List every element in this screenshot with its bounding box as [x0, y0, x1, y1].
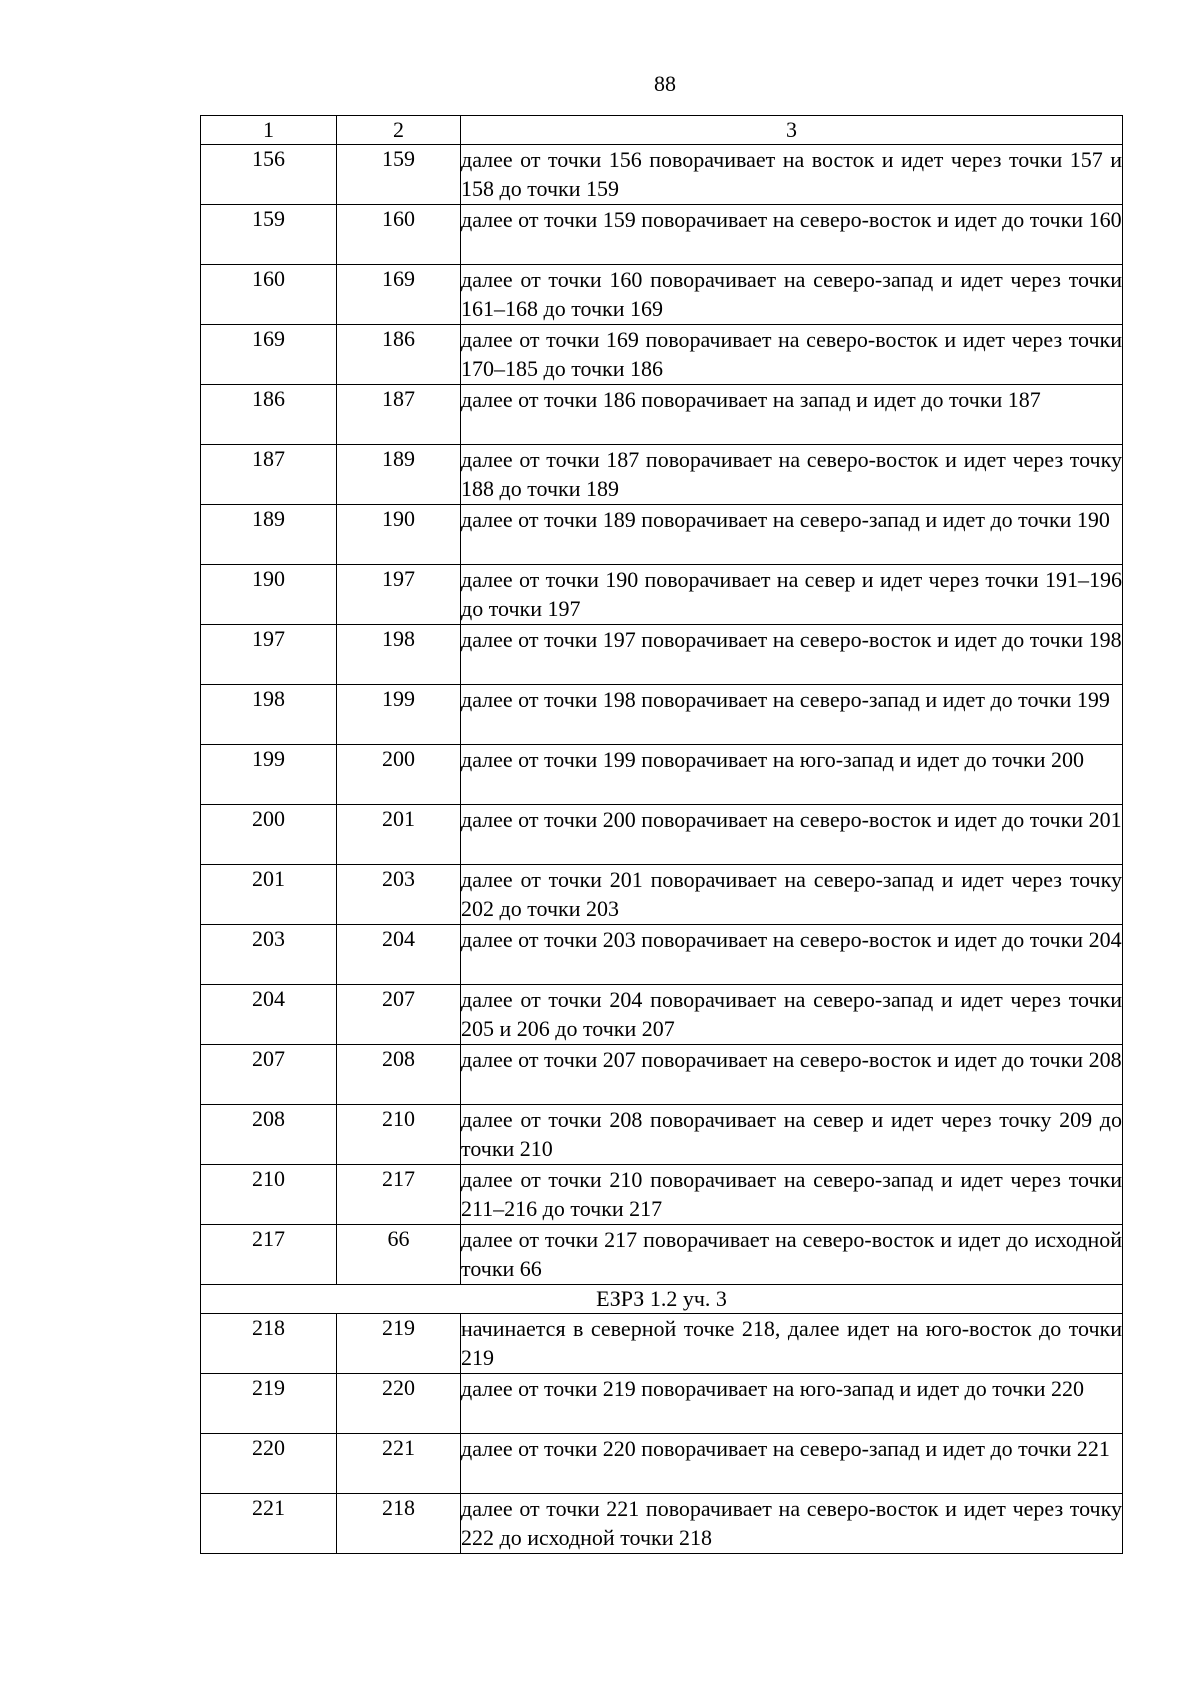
- table-row: [201, 505, 1123, 565]
- table-row: [201, 625, 1123, 685]
- table-row: [201, 925, 1123, 985]
- column-header-description: 3: [461, 116, 1123, 145]
- table-row: [201, 385, 1123, 445]
- table-row: [201, 1225, 1123, 1285]
- column-header-from: 1: [201, 116, 337, 145]
- table-row: [201, 145, 1123, 205]
- table-row: [201, 265, 1123, 325]
- route-description-cell: далее от точки 208 поворачивает на север и идет через точку 209 до точки 210: [461, 1105, 1123, 1165]
- end-point-cell: 210: [337, 1105, 461, 1165]
- table-row: [201, 1045, 1123, 1105]
- start-point-cell: 169: [201, 325, 337, 385]
- end-point-cell: 208: [337, 1045, 461, 1105]
- end-point-cell: 189: [337, 445, 461, 505]
- route-description-cell: далее от точки 160 поворачивает на северо-запад и идет через точки 161–168 до точки 169: [461, 265, 1123, 325]
- end-point-cell: 219: [337, 1314, 461, 1374]
- table-row: [201, 1105, 1123, 1165]
- start-point-cell: 221: [201, 1494, 337, 1554]
- route-description-cell: далее от точки 169 поворачивает на северо-восток и идет через точки 170–185 до точки 186: [461, 325, 1123, 385]
- table-row: [201, 745, 1123, 805]
- end-point-cell: 207: [337, 985, 461, 1045]
- table-row: [201, 1165, 1123, 1225]
- section-title: ЕЗРЗ 1.2 уч. 3: [201, 1285, 1123, 1314]
- page-number: 88: [654, 71, 676, 96]
- table-row: [201, 805, 1123, 865]
- start-point-cell: 186: [201, 385, 337, 445]
- end-point-cell: 217: [337, 1165, 461, 1225]
- route-description-cell: далее от точки 187 поворачивает на северо-восток и идет через точку 188 до точки 189: [461, 445, 1123, 505]
- end-point-cell: 221: [337, 1434, 461, 1494]
- table-row: [201, 565, 1123, 625]
- end-point-cell: 220: [337, 1374, 461, 1434]
- start-point-cell: 208: [201, 1105, 337, 1165]
- start-point-cell: 189: [201, 505, 337, 565]
- start-point-cell: 197: [201, 625, 337, 685]
- route-description-cell: далее от точки 221 поворачивает на северо-восток и идет через точку 222 до исходной точки 218: [461, 1494, 1123, 1554]
- end-point-cell: 197: [337, 565, 461, 625]
- route-description-cell: далее от точки 198 поворачивает на северо-запад и идет до точки 199: [461, 685, 1123, 745]
- route-description-cell: далее от точки 220 поворачивает на северо-запад и идет до точки 221: [461, 1434, 1123, 1494]
- end-point-cell: 198: [337, 625, 461, 685]
- end-point-cell: 159: [337, 145, 461, 205]
- route-description-cell: далее от точки 189 поворачивает на северо-запад и идет до точки 190: [461, 505, 1123, 565]
- table-header-row: [201, 116, 1123, 145]
- table-row: [201, 685, 1123, 745]
- route-description-cell: далее от точки 217 поворачивает на северо-восток и идет до исходной точки 66: [461, 1225, 1123, 1285]
- start-point-cell: 190: [201, 565, 337, 625]
- table-row: [201, 1434, 1123, 1494]
- start-point-cell: 201: [201, 865, 337, 925]
- start-point-cell: 204: [201, 985, 337, 1045]
- start-point-cell: 160: [201, 265, 337, 325]
- table-row: [201, 1314, 1123, 1374]
- end-point-cell: 200: [337, 745, 461, 805]
- route-description-cell: далее от точки 219 поворачивает на юго-запад и идет до точки 220: [461, 1374, 1123, 1434]
- table-row: [201, 1374, 1123, 1434]
- end-point-cell: 218: [337, 1494, 461, 1554]
- end-point-cell: 190: [337, 505, 461, 565]
- start-point-cell: 210: [201, 1165, 337, 1225]
- end-point-cell: 186: [337, 325, 461, 385]
- table-row: [201, 985, 1123, 1045]
- start-point-cell: 200: [201, 805, 337, 865]
- route-description-cell: далее от точки 204 поворачивает на северо-запад и идет через точки 205 и 206 до точки 207: [461, 985, 1123, 1045]
- route-description-cell: далее от точки 210 поворачивает на северо-запад и идет через точки 211–216 до точки 217: [461, 1165, 1123, 1225]
- route-description-cell: далее от точки 207 поворачивает на северо-восток и идет до точки 208: [461, 1045, 1123, 1105]
- table-row: [201, 1494, 1123, 1554]
- table-row: [201, 445, 1123, 505]
- section-title-row: [201, 1285, 1123, 1314]
- start-point-cell: 220: [201, 1434, 337, 1494]
- route-description-cell: далее от точки 201 поворачивает на северо-запад и идет через точку 202 до точки 203: [461, 865, 1123, 925]
- start-point-cell: 187: [201, 445, 337, 505]
- end-point-cell: 201: [337, 805, 461, 865]
- table-row: [201, 865, 1123, 925]
- route-description-cell: далее от точки 199 поворачивает на юго-запад и идет до точки 200: [461, 745, 1123, 805]
- start-point-cell: 219: [201, 1374, 337, 1434]
- end-point-cell: 187: [337, 385, 461, 445]
- end-point-cell: 169: [337, 265, 461, 325]
- boundary-description-table: [200, 115, 1123, 1554]
- route-description-cell: начинается в северной точке 218, далее идет на юго-восток до точки 219: [461, 1314, 1123, 1374]
- route-description-cell: далее от точки 156 поворачивает на восток и идет через точки 157 и 158 до точки 159: [461, 145, 1123, 205]
- table-row: [201, 325, 1123, 385]
- end-point-cell: 160: [337, 205, 461, 265]
- route-description-cell: далее от точки 197 поворачивает на северо-восток и идет до точки 198: [461, 625, 1123, 685]
- start-point-cell: 203: [201, 925, 337, 985]
- route-description-cell: далее от точки 200 поворачивает на северо-восток и идет до точки 201: [461, 805, 1123, 865]
- route-description-cell: далее от точки 159 поворачивает на северо-восток и идет до точки 160: [461, 205, 1123, 265]
- start-point-cell: 218: [201, 1314, 337, 1374]
- start-point-cell: 156: [201, 145, 337, 205]
- end-point-cell: 66: [337, 1225, 461, 1285]
- start-point-cell: 198: [201, 685, 337, 745]
- start-point-cell: 159: [201, 205, 337, 265]
- start-point-cell: 217: [201, 1225, 337, 1285]
- start-point-cell: 207: [201, 1045, 337, 1105]
- column-header-to: 2: [337, 116, 461, 145]
- end-point-cell: 204: [337, 925, 461, 985]
- end-point-cell: 199: [337, 685, 461, 745]
- table-row: [201, 205, 1123, 265]
- route-description-cell: далее от точки 190 поворачивает на север и идет через точки 191–196 до точки 197: [461, 565, 1123, 625]
- start-point-cell: 199: [201, 745, 337, 805]
- route-description-cell: далее от точки 186 поворачивает на запад и идет до точки 187: [461, 385, 1123, 445]
- route-description-cell: далее от точки 203 поворачивает на северо-восток и идет до точки 204: [461, 925, 1123, 985]
- end-point-cell: 203: [337, 865, 461, 925]
